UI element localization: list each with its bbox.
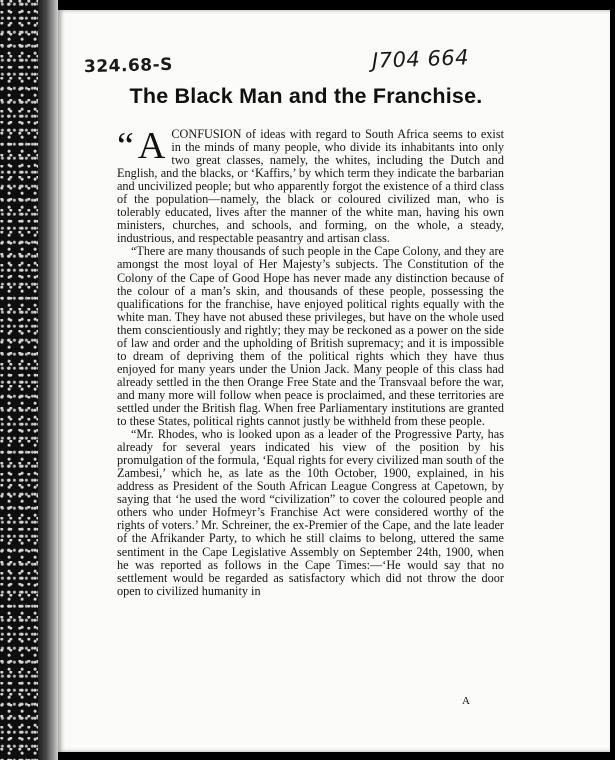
accession-mark: 324.68-S [83, 54, 174, 78]
drop-cap-letter: A [137, 125, 166, 167]
drop-cap [117, 125, 166, 167]
page-title: The Black Man and the Franchise. [129, 84, 483, 108]
catchword: A [462, 695, 470, 707]
article-body [117, 125, 504, 598]
paragraph-1 [117, 125, 504, 246]
paragraph-2: “There are many thousands of such people in the Cape Colony, and they are amongst the most loyal of Her Majesty’s subjects. The Constitution of the Colony of the Cape of Good Hope has never made any distinction because of the colour of a man’s skin, and thousands of these people, possessing the qualifications for the franchise, have enjoyed political rights equally with the white man. They have not abused these privileges, but have on the whole used them conscientiously and rightly; they may be reckoned as a power on the side of law and order and the upholding of British supremacy; and it is impossible to dream of depriving them of the political rights which they have thus enjoyed for many years under the Union Jack. Many people of this class had already settled in the then Orange Free State and the Transvaal before the war, and many more will follow when peace is proclaimed, and these territories are settled under the British flag. When free Parliamentary institutions are granted to these States, political rights cannot justly be withheld from these people. [117, 244, 504, 429]
paragraph-1-text: CONFUSION of ideas with regard to South Africa seems to exist in the minds of many people, who divide its inhabitants into only two great classes, namely, the whites, including the Dutch and English, and the blacks, or ‘Kaffirs,’ by which term they indicate the barbarian and uncivilized people; but who apparently forgot the existence of a third class of the population—namely, the black or coloured civilized man, who is tolerably educated, lives after the manner of the white man, having his own ministers, churches, and schools, and forming, on the whole, a steady, industrious, and respectable peasantry and artisan class. [117, 127, 504, 246]
opening-quote: “ [117, 125, 134, 167]
catalog-mark: J704 664 [371, 45, 470, 73]
scan-left-edge [0, 0, 58, 760]
paragraph-3: “Mr. Rhodes, who is looked upon as a leader of the Progressive Party, has already for several years indicated his view of the position by his promulgation of the formula, ‘Equal rights for every civilized man south of the Zambesi,’ which he, as late as the 10th October, 1900, explained, in his address as President of the South African League Congress at Capetown, by saying that ‘he used the word “civilization” to cover the coloured people and others who under Hofmeyr’s Franchise Act were considered worthy of the rights of voters.’ Mr. Schreiner, the ex-Premier of the Cape, and the late leader of the Afrikander Party, to which he still claims to belong, uttered the same sentiment in the Cape Legislative Assembly on September 24th, 1900, when he was reported as follows in the Cape Times:—‘He would say that no settlement would be regarded as satisfactory which did not throw the door open to civilized humanity in [117, 427, 504, 598]
